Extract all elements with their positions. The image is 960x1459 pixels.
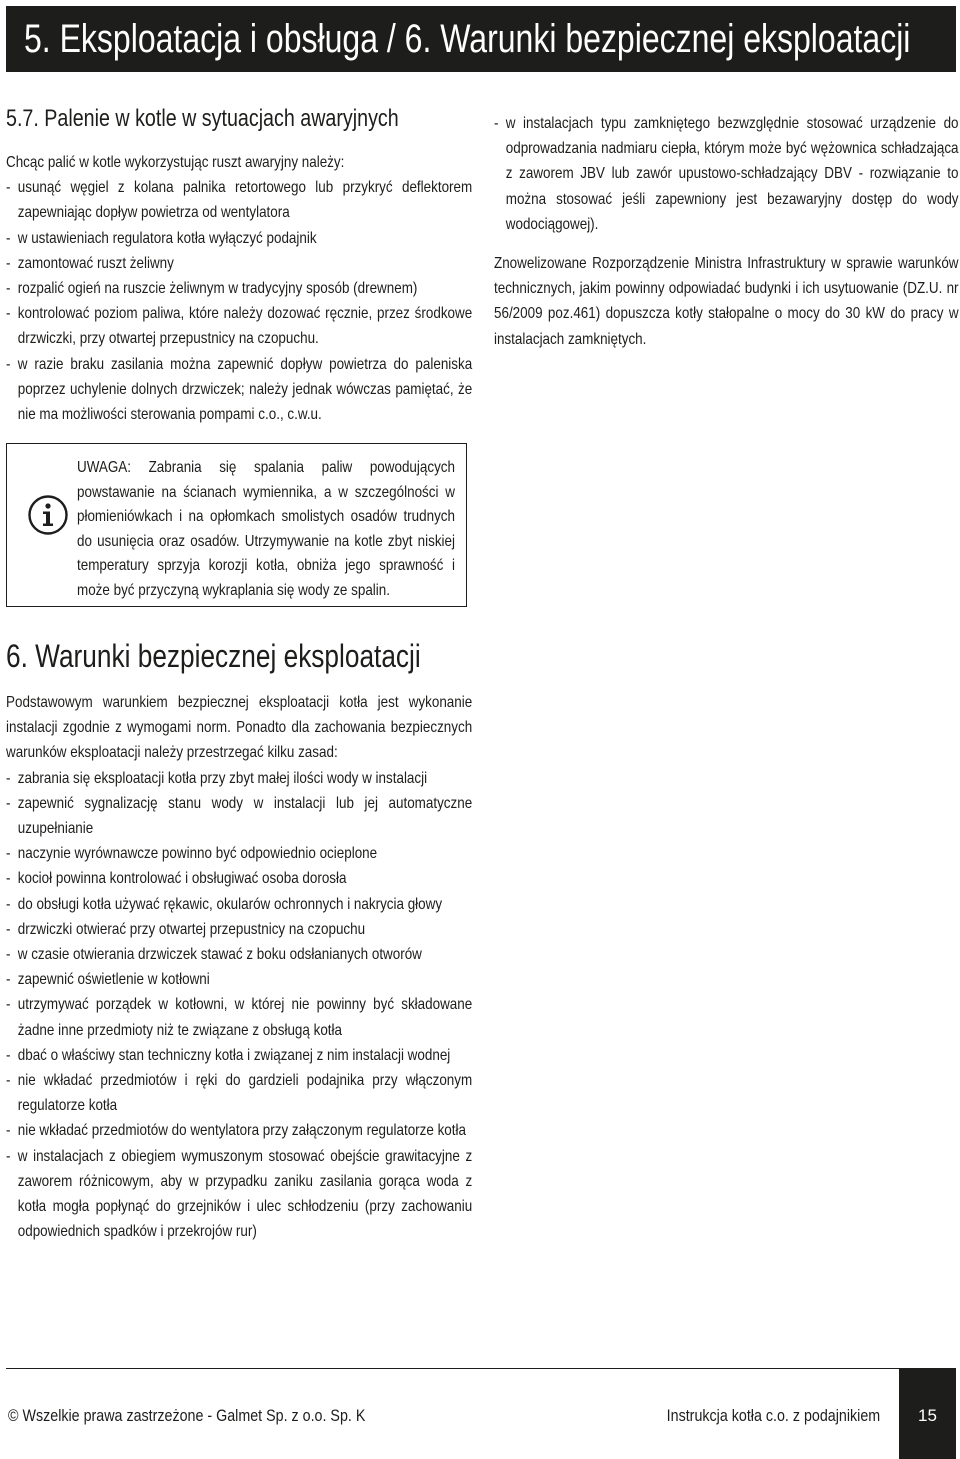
section-5-7-body bbox=[6, 150, 472, 427]
page-header-bar bbox=[6, 6, 956, 72]
section-5-7-list bbox=[6, 175, 472, 427]
section-5-7-heading: 5.7. Palenie w kotle w sytuacjach awaryjnych bbox=[6, 105, 399, 132]
regulation-paragraph: Znowelizowane Rozporządzenie Ministra Infrastruktury w sprawie warunków technicznych, jakim powinny odpowiadać budynki i ich usytuowanie (DZ.U. nr 56/2009 poz.461) dopuszcza kotły stałopalne o mocy do 30 kW do pracy w instalacjach zamkniętych. bbox=[494, 255, 959, 348]
list-item: - usunąć węgiel z kolana palnika retortowego lub przykryć deflektorem zapewniając dopływ powietrza od wentylatora bbox=[6, 175, 472, 225]
list-item: - nie wkładać przedmiotów i ręki do gardzieli podajnika przy włączonym regulatorze kotła bbox=[6, 1068, 472, 1118]
right-column-list bbox=[494, 111, 959, 237]
list-item: - zamontować ruszt żeliwny bbox=[6, 251, 472, 276]
list-item: - w razie braku zasilania można zapewnić dopływ powietrza do paleniska poprzez uchylenie dolnych drzwiczek; należy jednak wówczas pamiętać, że nie ma możliwości sterowania pompami c.o., c.w.u. bbox=[6, 352, 472, 428]
list-item: - dbać o właściwy stan techniczny kotła i związanej z nim instalacji wodnej bbox=[6, 1043, 472, 1068]
list-item: - w czasie otwierania drzwiczek stawać z boku odsłanianych otworów bbox=[6, 942, 472, 967]
section-6-body bbox=[6, 690, 472, 1244]
section-6-list bbox=[6, 766, 472, 1245]
footer-divider bbox=[6, 1368, 956, 1369]
footer-document-title: Instrukcja kotła c.o. z podajnikiem bbox=[666, 1406, 880, 1425]
section-6-heading: 6. Warunki bezpiecznej eksploatacji bbox=[6, 638, 421, 674]
section-6-intro: Podstawowym warunkiem bezpiecznej eksploatacji kotła jest wykonanie instalacji zgodnie z wymogami norm. Ponadto dla zachowania bezpiecznych warunków eksploatacji należy przestrzegać kilku zasad: bbox=[6, 694, 473, 762]
footer-copyright: © Wszelkie prawa zastrzeżone - Galmet Sp. z o.o. Sp. K bbox=[8, 1406, 366, 1425]
list-item: - do obsługi kotła używać rękawic, okularów ochronnych i nakrycia głowy bbox=[6, 892, 472, 917]
list-item: - naczynie wyrównawcze powinno być odpowiednio ocieplone bbox=[6, 841, 472, 866]
list-item: - kontrolować poziom paliwa, które należy dozować ręcznie, przez środkowe drzwiczki, przy otwartej przepustnicy na czopuchu. bbox=[6, 301, 472, 351]
list-item: - utrzymywać porządek w kotłowni, w której nie powinny być składowane żadne inne przedmioty niż te związane z obsługą kotła bbox=[6, 992, 472, 1042]
section-5-7-intro: Chcąc palić w kotle wykorzystując ruszt awaryjny należy: bbox=[6, 154, 345, 171]
warning-notice-box bbox=[6, 443, 467, 607]
page-number-box bbox=[899, 1369, 956, 1459]
list-item: - zapewnić sygnalizację stanu wody w instalacji lub jej automatyczne uzupełnianie bbox=[6, 791, 472, 841]
info-icon bbox=[27, 494, 69, 536]
list-item: - drzwiczki otwierać przy otwartej przepustnicy na czopuchu bbox=[6, 917, 472, 942]
right-column bbox=[494, 111, 959, 352]
list-item: - w instalacjach z obiegiem wymuszonym stosować obejście grawitacyjne z zaworem różnicowym, aby w przypadku zaniku zasilania gorąca woda z kotła mogła popłynąć do grzejników i ulec schłodzeniu (przy zachowaniu odpowiednich spadków i przekrojów rur) bbox=[6, 1144, 472, 1245]
warning-notice-text: UWAGA: Zabrania się spalania paliw powodujących powstawanie na ścianach wymiennika, a w szczególności w płomieniówkach i na opłomkach smolistych osadów trudnych do usunięcia oraz osadów. Utrzymywanie na kotle zbyt niskiej temperatury sprzyja korozji kotła, obniża jego sprawność i może być przyczyną wykraplania się wody ze spalin. bbox=[77, 459, 455, 599]
page-number: 15 bbox=[918, 1406, 937, 1425]
list-item: - w instalacjach typu zamkniętego bezwzględnie stosować urządzenie do odprowadzania nadmiaru ciepła, którym może być wężownica schładzająca z zaworem JBV lub zawór upustowo-schładzający DBV - rozwiązanie to można stosować jeśli zapewniony jest bezawaryjny dostęp do wody wodociągowej). bbox=[494, 111, 959, 237]
page-header-title: 5. Eksploatacja i obsługa / 6. Warunki bezpiecznej eksploatacji bbox=[24, 17, 911, 61]
list-item: - zapewnić oświetlenie w kotłowni bbox=[6, 967, 472, 992]
list-item: - zabrania się eksploatacji kotła przy zbyt małej ilości wody w instalacji bbox=[6, 766, 472, 791]
list-item: - nie wkładać przedmiotów do wentylatora przy załączonym regulatorze kotła bbox=[6, 1118, 472, 1143]
list-item: - kocioł powinna kontrolować i obsługiwać osoba dorosła bbox=[6, 866, 472, 891]
list-item: - rozpalić ogień na ruszcie żeliwnym w tradycyjny sposób (drewnem) bbox=[6, 276, 472, 301]
list-item: - w ustawieniach regulatora kotła wyłączyć podajnik bbox=[6, 226, 472, 251]
